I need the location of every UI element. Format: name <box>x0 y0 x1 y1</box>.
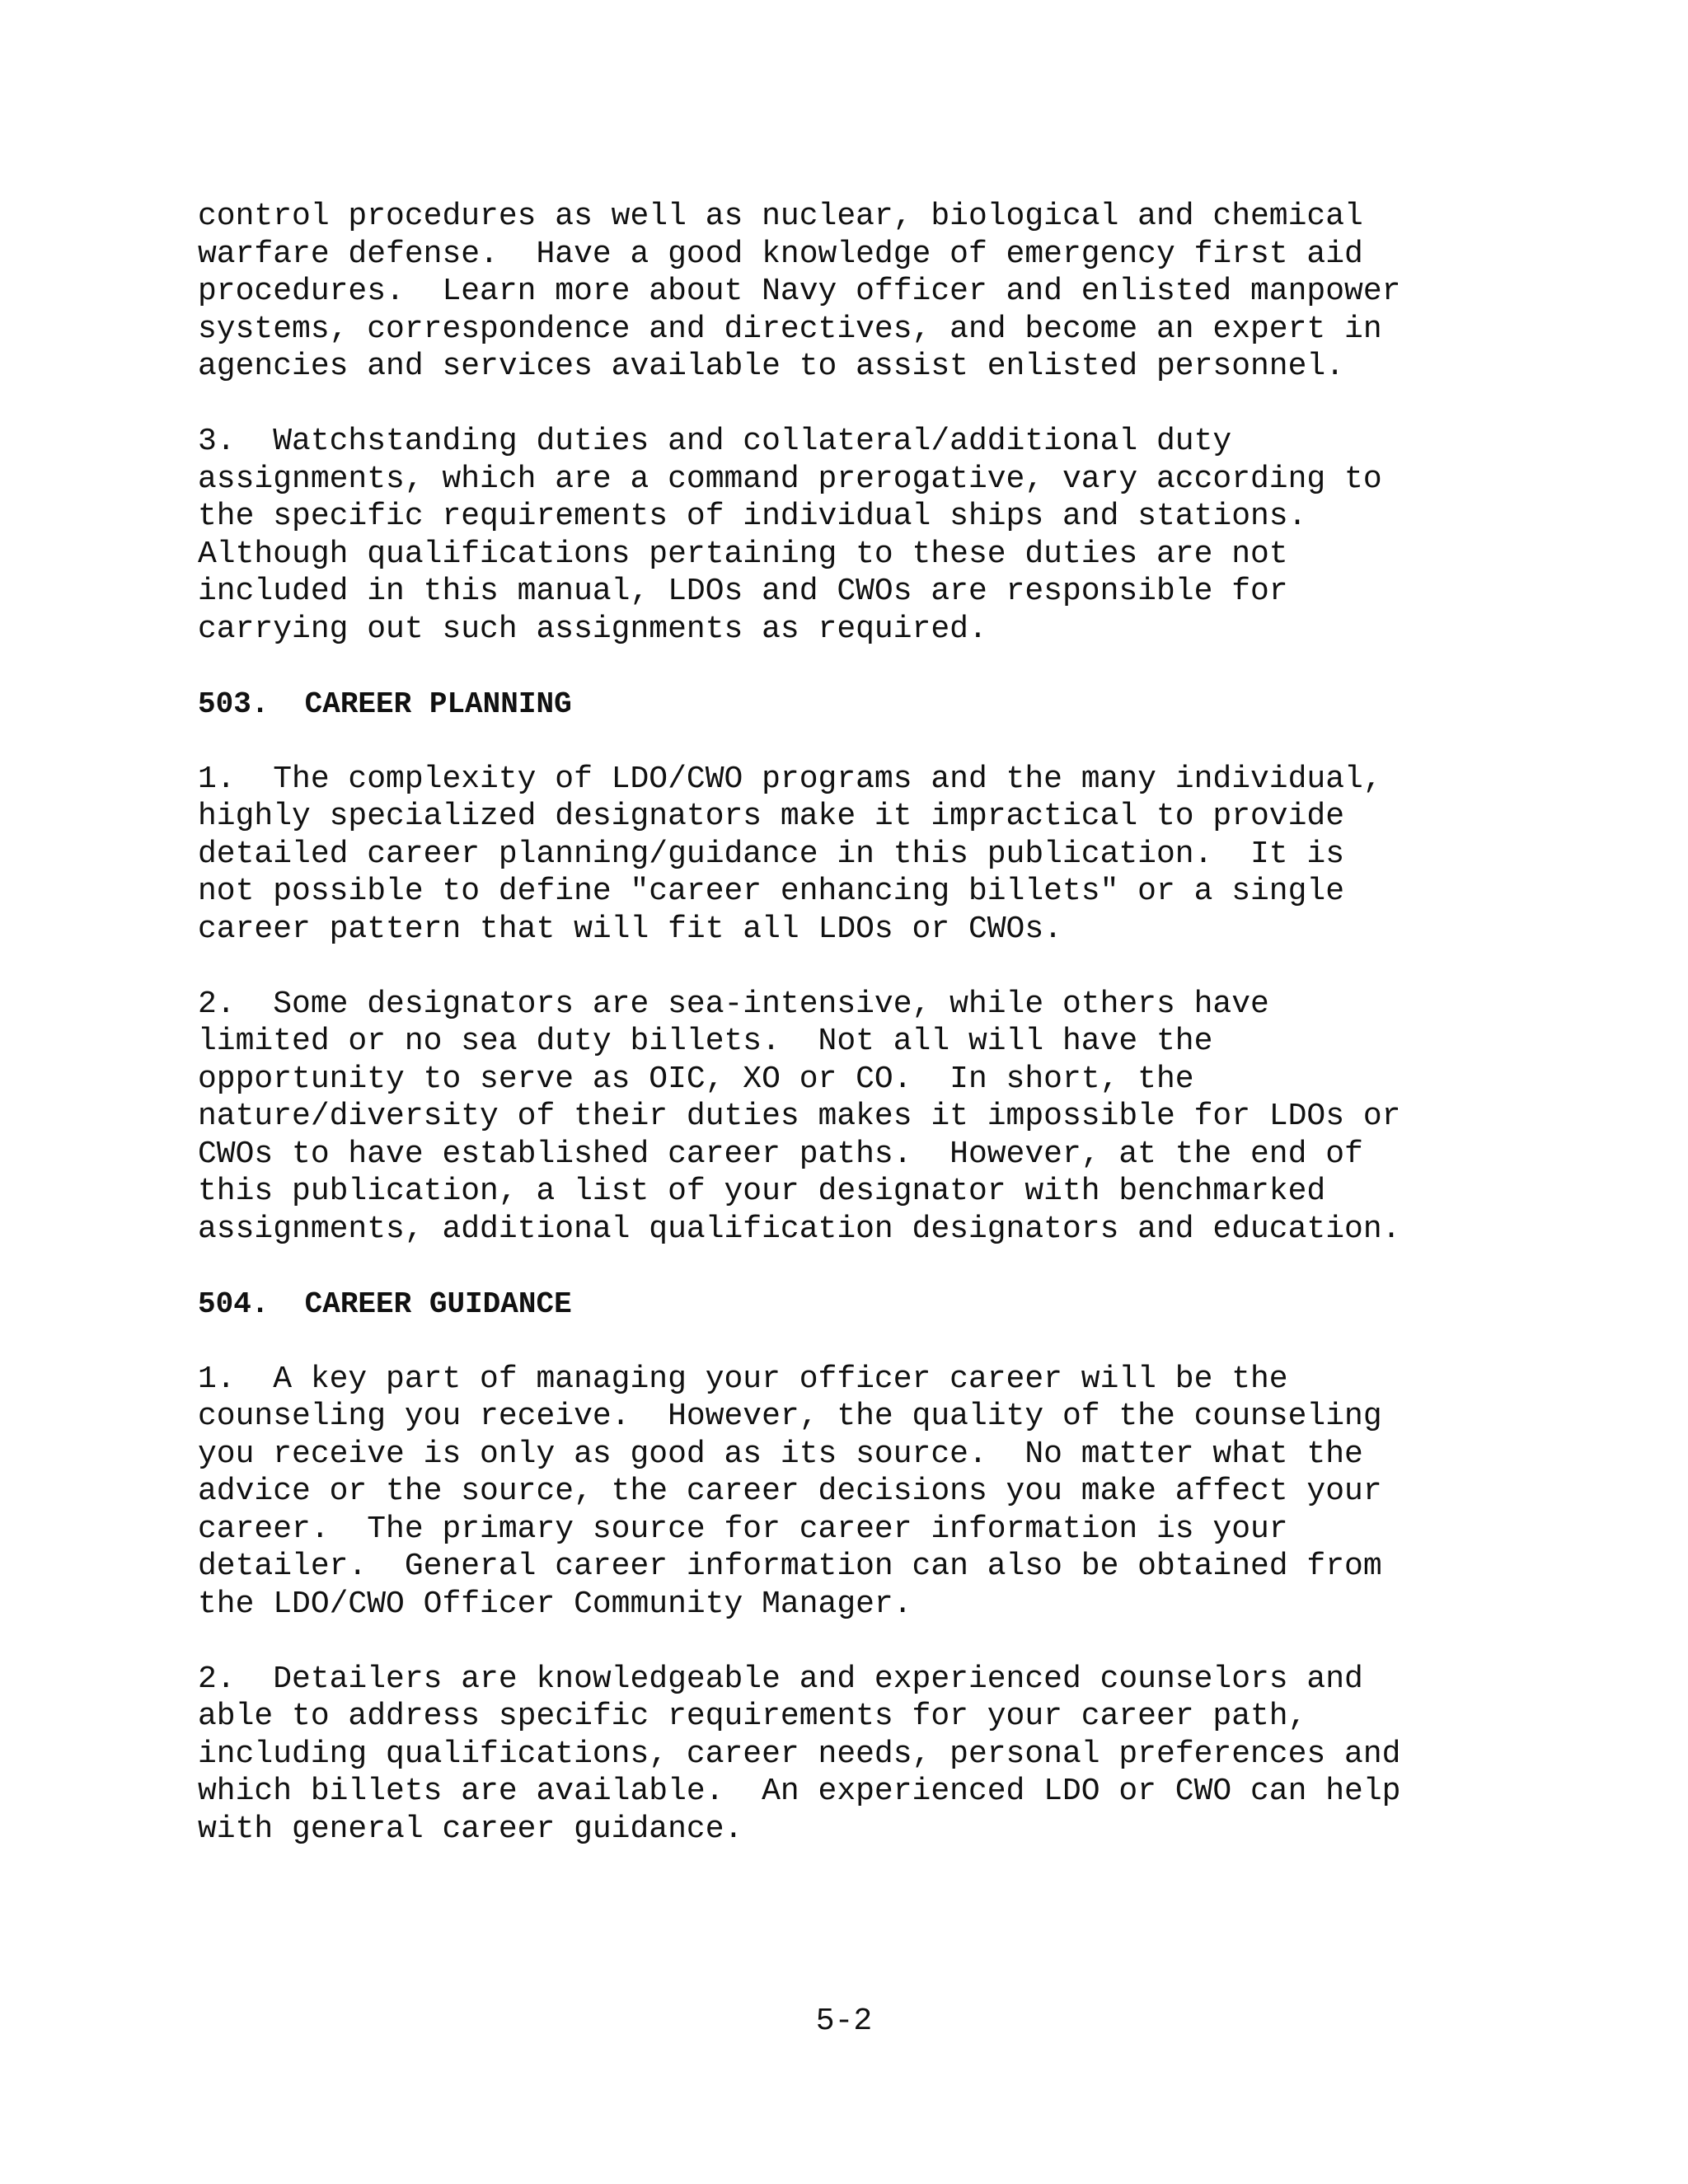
text-line: the specific requirements of individual ships and stations. <box>198 499 1307 534</box>
text-line: assignments, which are a command prerogative, vary according to <box>198 461 1382 497</box>
text-line: this publication, a list of your designator with benchmarked <box>198 1174 1326 1209</box>
text-line: which billets are available. An experienced LDO or CWO can help <box>198 1774 1401 1809</box>
text-line: carrying out such assignments as required. <box>198 611 987 647</box>
text-line: you receive is only as good as its source. No matter what the <box>198 1436 1363 1472</box>
paragraph-continuation <box>198 198 1533 386</box>
section-heading-504: 504. CAREER GUIDANCE <box>198 1286 572 1321</box>
paragraph-503-1 <box>198 761 1533 949</box>
text-line: included in this manual, LDOs and CWOs are responsible for <box>198 574 1288 609</box>
text-line: not possible to define "career enhancing billets" or a single <box>198 874 1345 909</box>
text-line: 2. Detailers are knowledgeable and experienced counselors and <box>198 1661 1363 1697</box>
text-line: opportunity to serve as OIC, XO or CO. In short, the <box>198 1061 1194 1097</box>
text-line: warfare defense. Have a good knowledge of emergency first aid <box>198 236 1363 272</box>
text-line: 3. Watchstanding duties and collateral/additional duty <box>198 424 1232 459</box>
paragraph-504-2 <box>198 1661 1533 1849</box>
text-line: agencies and services available to assist enlisted personnel. <box>198 349 1345 384</box>
text-line: advice or the source, the career decisions you make affect your <box>198 1474 1382 1509</box>
text-line: including qualifications, career needs, personal preferences and <box>198 1736 1401 1772</box>
text-line: 1. A key part of managing your officer career will be the <box>198 1361 1288 1397</box>
text-line: the LDO/CWO Officer Community Manager. <box>198 1586 912 1622</box>
text-line: nature/diversity of their duties makes it impossible for LDOs or <box>198 1099 1401 1134</box>
text-line: limited or no sea duty billets. Not all will have the <box>198 1024 1213 1059</box>
text-line: counseling you receive. However, the quality of the counseling <box>198 1399 1382 1434</box>
paragraph-503-2 <box>198 986 1533 1249</box>
text-line: procedures. Learn more about Navy officer and enlisted manpower <box>198 274 1401 309</box>
text-line: systems, correspondence and directives, and become an expert in <box>198 311 1382 347</box>
text-line: 2. Some designators are sea-intensive, while others have <box>198 986 1269 1022</box>
text-line: able to address specific requirements for your career path, <box>198 1699 1307 1734</box>
paragraph-504-1 <box>198 1361 1533 1624</box>
text-line: highly specialized designators make it impractical to provide <box>198 799 1345 834</box>
text-line: CWOs to have established career paths. However, at the end of <box>198 1136 1363 1172</box>
paragraph-item-3 <box>198 423 1533 648</box>
text-line: control procedures as well as nuclear, biological and chemical <box>198 199 1363 234</box>
text-line: detailed career planning/guidance in this publication. It is <box>198 836 1345 872</box>
text-line: assignments, additional qualification designators and education. <box>198 1211 1401 1247</box>
text-line: with general career guidance. <box>198 1811 743 1847</box>
text-line: career. The primary source for career information is your <box>198 1511 1288 1547</box>
text-line: career pattern that will fit all LDOs or CWOs. <box>198 911 1062 947</box>
page-number: 5-2 <box>815 2004 873 2039</box>
text-line: Although qualifications pertaining to these duties are not <box>198 536 1288 572</box>
section-heading-503: 503. CAREER PLANNING <box>198 687 572 721</box>
page-content <box>198 198 1533 1886</box>
text-line: 1. The complexity of LDO/CWO programs and the many individual, <box>198 761 1382 797</box>
text-line: detailer. General career information can also be obtained from <box>198 1549 1382 1584</box>
